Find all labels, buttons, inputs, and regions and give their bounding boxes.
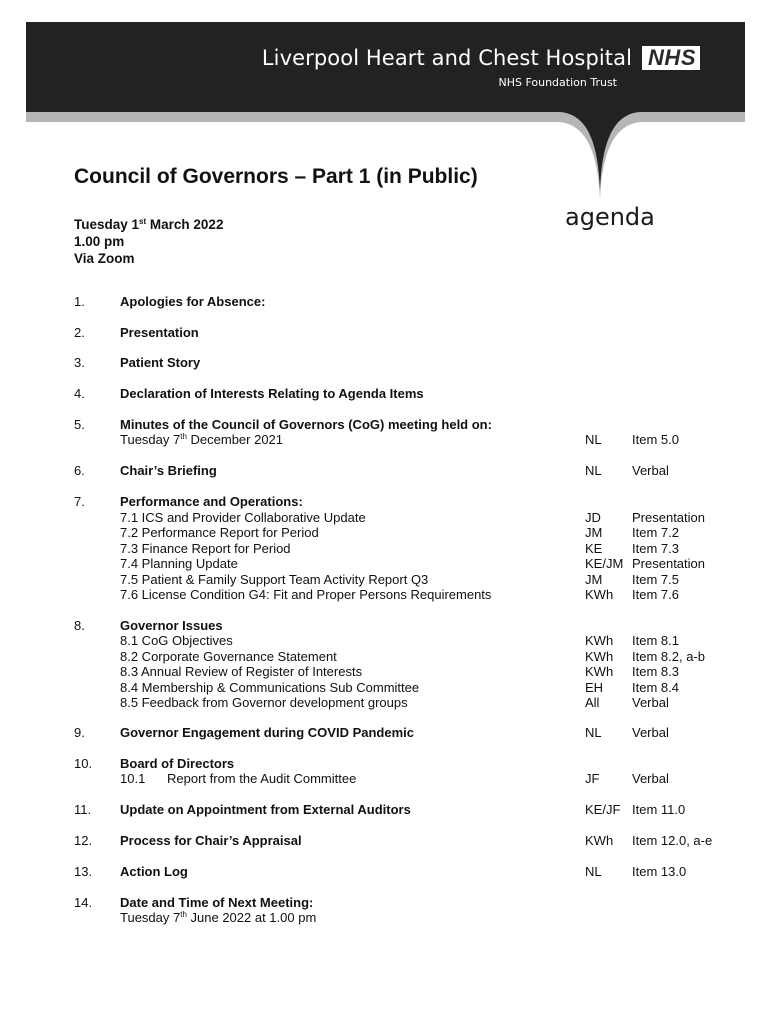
- meeting-time: 1.00 pm: [74, 234, 125, 249]
- item-lead: KE/JM: [585, 556, 624, 571]
- item-reference: Item 13.0: [632, 864, 687, 879]
- item-lead: JD: [585, 510, 601, 525]
- item-lead: NL: [585, 432, 602, 447]
- item-number: 12.: [74, 833, 93, 848]
- item-number: 3.: [74, 355, 85, 370]
- item-reference: Verbal: [632, 695, 669, 710]
- item-reference: Item 11.0: [632, 802, 686, 817]
- item-reference: Item 7.5: [632, 572, 679, 587]
- item-number: 11.: [74, 802, 92, 817]
- item-reference: Presentation: [632, 556, 705, 571]
- item-lead: KWh: [585, 833, 614, 848]
- item-reference: Item 7.2: [632, 525, 679, 540]
- item-reference: Item 8.3: [632, 664, 679, 679]
- item-title: Performance and Operations:: [120, 494, 303, 509]
- item-lead: NL: [585, 725, 602, 740]
- nhs-logo: NHS: [642, 46, 700, 70]
- item-reference: Item 5.0: [632, 432, 679, 447]
- meeting-date: Tuesday 1st March 2022: [74, 217, 224, 232]
- item-number: 4.: [74, 386, 85, 401]
- item-sub-text: 7.1 ICS and Provider Collaborative Update: [120, 510, 366, 525]
- item-lead: EH: [585, 680, 604, 695]
- item-lead: JM: [585, 572, 603, 587]
- item-sub-text: Tuesday 7th June 2022 at 1.00 pm: [120, 910, 317, 925]
- item-title: Patient Story: [120, 355, 201, 370]
- item-lead: NL: [585, 463, 602, 478]
- item-number: 5.: [74, 417, 85, 432]
- hospital-brand: [262, 46, 700, 70]
- item-reference: Item 8.4: [632, 680, 679, 695]
- item-sub-text: 8.5 Feedback from Governor development groups: [120, 695, 408, 710]
- item-title: Update on Appointment from External Auditors: [120, 802, 411, 817]
- item-title: Apologies for Absence:: [120, 294, 266, 309]
- trust-name: NHS Foundation Trust: [498, 76, 617, 89]
- item-reference: Item 12.0, a-e: [632, 833, 713, 848]
- item-number: 7.: [74, 494, 85, 509]
- item-sub-text: 7.6 License Condition G4: Fit and Proper Persons Requirements: [120, 587, 492, 602]
- item-sub-text: 7.2 Performance Report for Period: [120, 525, 319, 540]
- item-lead: JF: [585, 771, 600, 786]
- item-sub-text: 8.1 CoG Objectives: [120, 633, 233, 648]
- item-lead: KWh: [585, 587, 614, 602]
- item-number: 14.: [74, 895, 93, 910]
- item-lead: KWh: [585, 664, 614, 679]
- meeting-venue: Via Zoom: [74, 251, 135, 266]
- item-sub-text: 10.1 Report from the Audit Committee: [120, 771, 357, 786]
- item-lead: All: [585, 695, 600, 710]
- item-reference: Verbal: [632, 771, 669, 786]
- item-lead: KE: [585, 541, 603, 556]
- item-title: Governor Engagement during COVID Pandemic: [120, 725, 414, 740]
- item-lead: NL: [585, 864, 602, 879]
- item-lead: KWh: [585, 649, 614, 664]
- item-number: 10.: [74, 756, 93, 771]
- item-reference: Item 7.3: [632, 541, 679, 556]
- item-reference: Item 8.1: [632, 633, 679, 648]
- item-number: 9.: [74, 725, 85, 740]
- item-number: 8.: [74, 618, 85, 633]
- item-title: Presentation: [120, 325, 199, 340]
- item-lead: JM: [585, 525, 603, 540]
- item-reference: Item 7.6: [632, 587, 679, 602]
- item-title: Chair’s Briefing: [120, 463, 217, 478]
- page-title: Council of Governors – Part 1 (in Public): [74, 165, 478, 188]
- item-sub-text: Tuesday 7th December 2021: [120, 432, 284, 447]
- item-title: Process for Chair’s Appraisal: [120, 833, 302, 848]
- item-reference: Verbal: [632, 463, 669, 478]
- item-sub-text: 7.5 Patient & Family Support Team Activity Report Q3: [120, 572, 429, 587]
- agenda-label: agenda: [565, 203, 655, 231]
- item-reference: Presentation: [632, 510, 705, 525]
- item-sub-text: 7.4 Planning Update: [120, 556, 238, 571]
- item-lead: KE/JF: [585, 802, 621, 817]
- item-title: Minutes of the Council of Governors (CoG) meeting held on:: [120, 417, 492, 432]
- item-title: Declaration of Interests Relating to Agenda Items: [120, 386, 424, 401]
- item-lead: KWh: [585, 633, 614, 648]
- item-title: Date and Time of Next Meeting:: [120, 895, 314, 910]
- item-reference: Item 8.2, a-b: [632, 649, 705, 664]
- item-title: Board of Directors: [120, 756, 235, 771]
- item-reference: Verbal: [632, 725, 669, 740]
- item-title: Action Log: [120, 864, 188, 879]
- item-number: 6.: [74, 463, 85, 478]
- item-sub-text: 7.3 Finance Report for Period: [120, 541, 291, 556]
- item-sub-text: 8.3 Annual Review of Register of Interests: [120, 664, 363, 679]
- item-number: 13.: [74, 864, 93, 879]
- item-number: 2.: [74, 325, 85, 340]
- item-sub-text: 8.2 Corporate Governance Statement: [120, 649, 337, 664]
- hospital-name: Liverpool Heart and Chest Hospital: [261, 46, 633, 70]
- item-number: 1.: [74, 294, 85, 309]
- meeting-details: [74, 213, 223, 267]
- item-sub-text: 8.4 Membership & Communications Sub Committee: [120, 680, 420, 695]
- item-title: Governor Issues: [120, 618, 223, 633]
